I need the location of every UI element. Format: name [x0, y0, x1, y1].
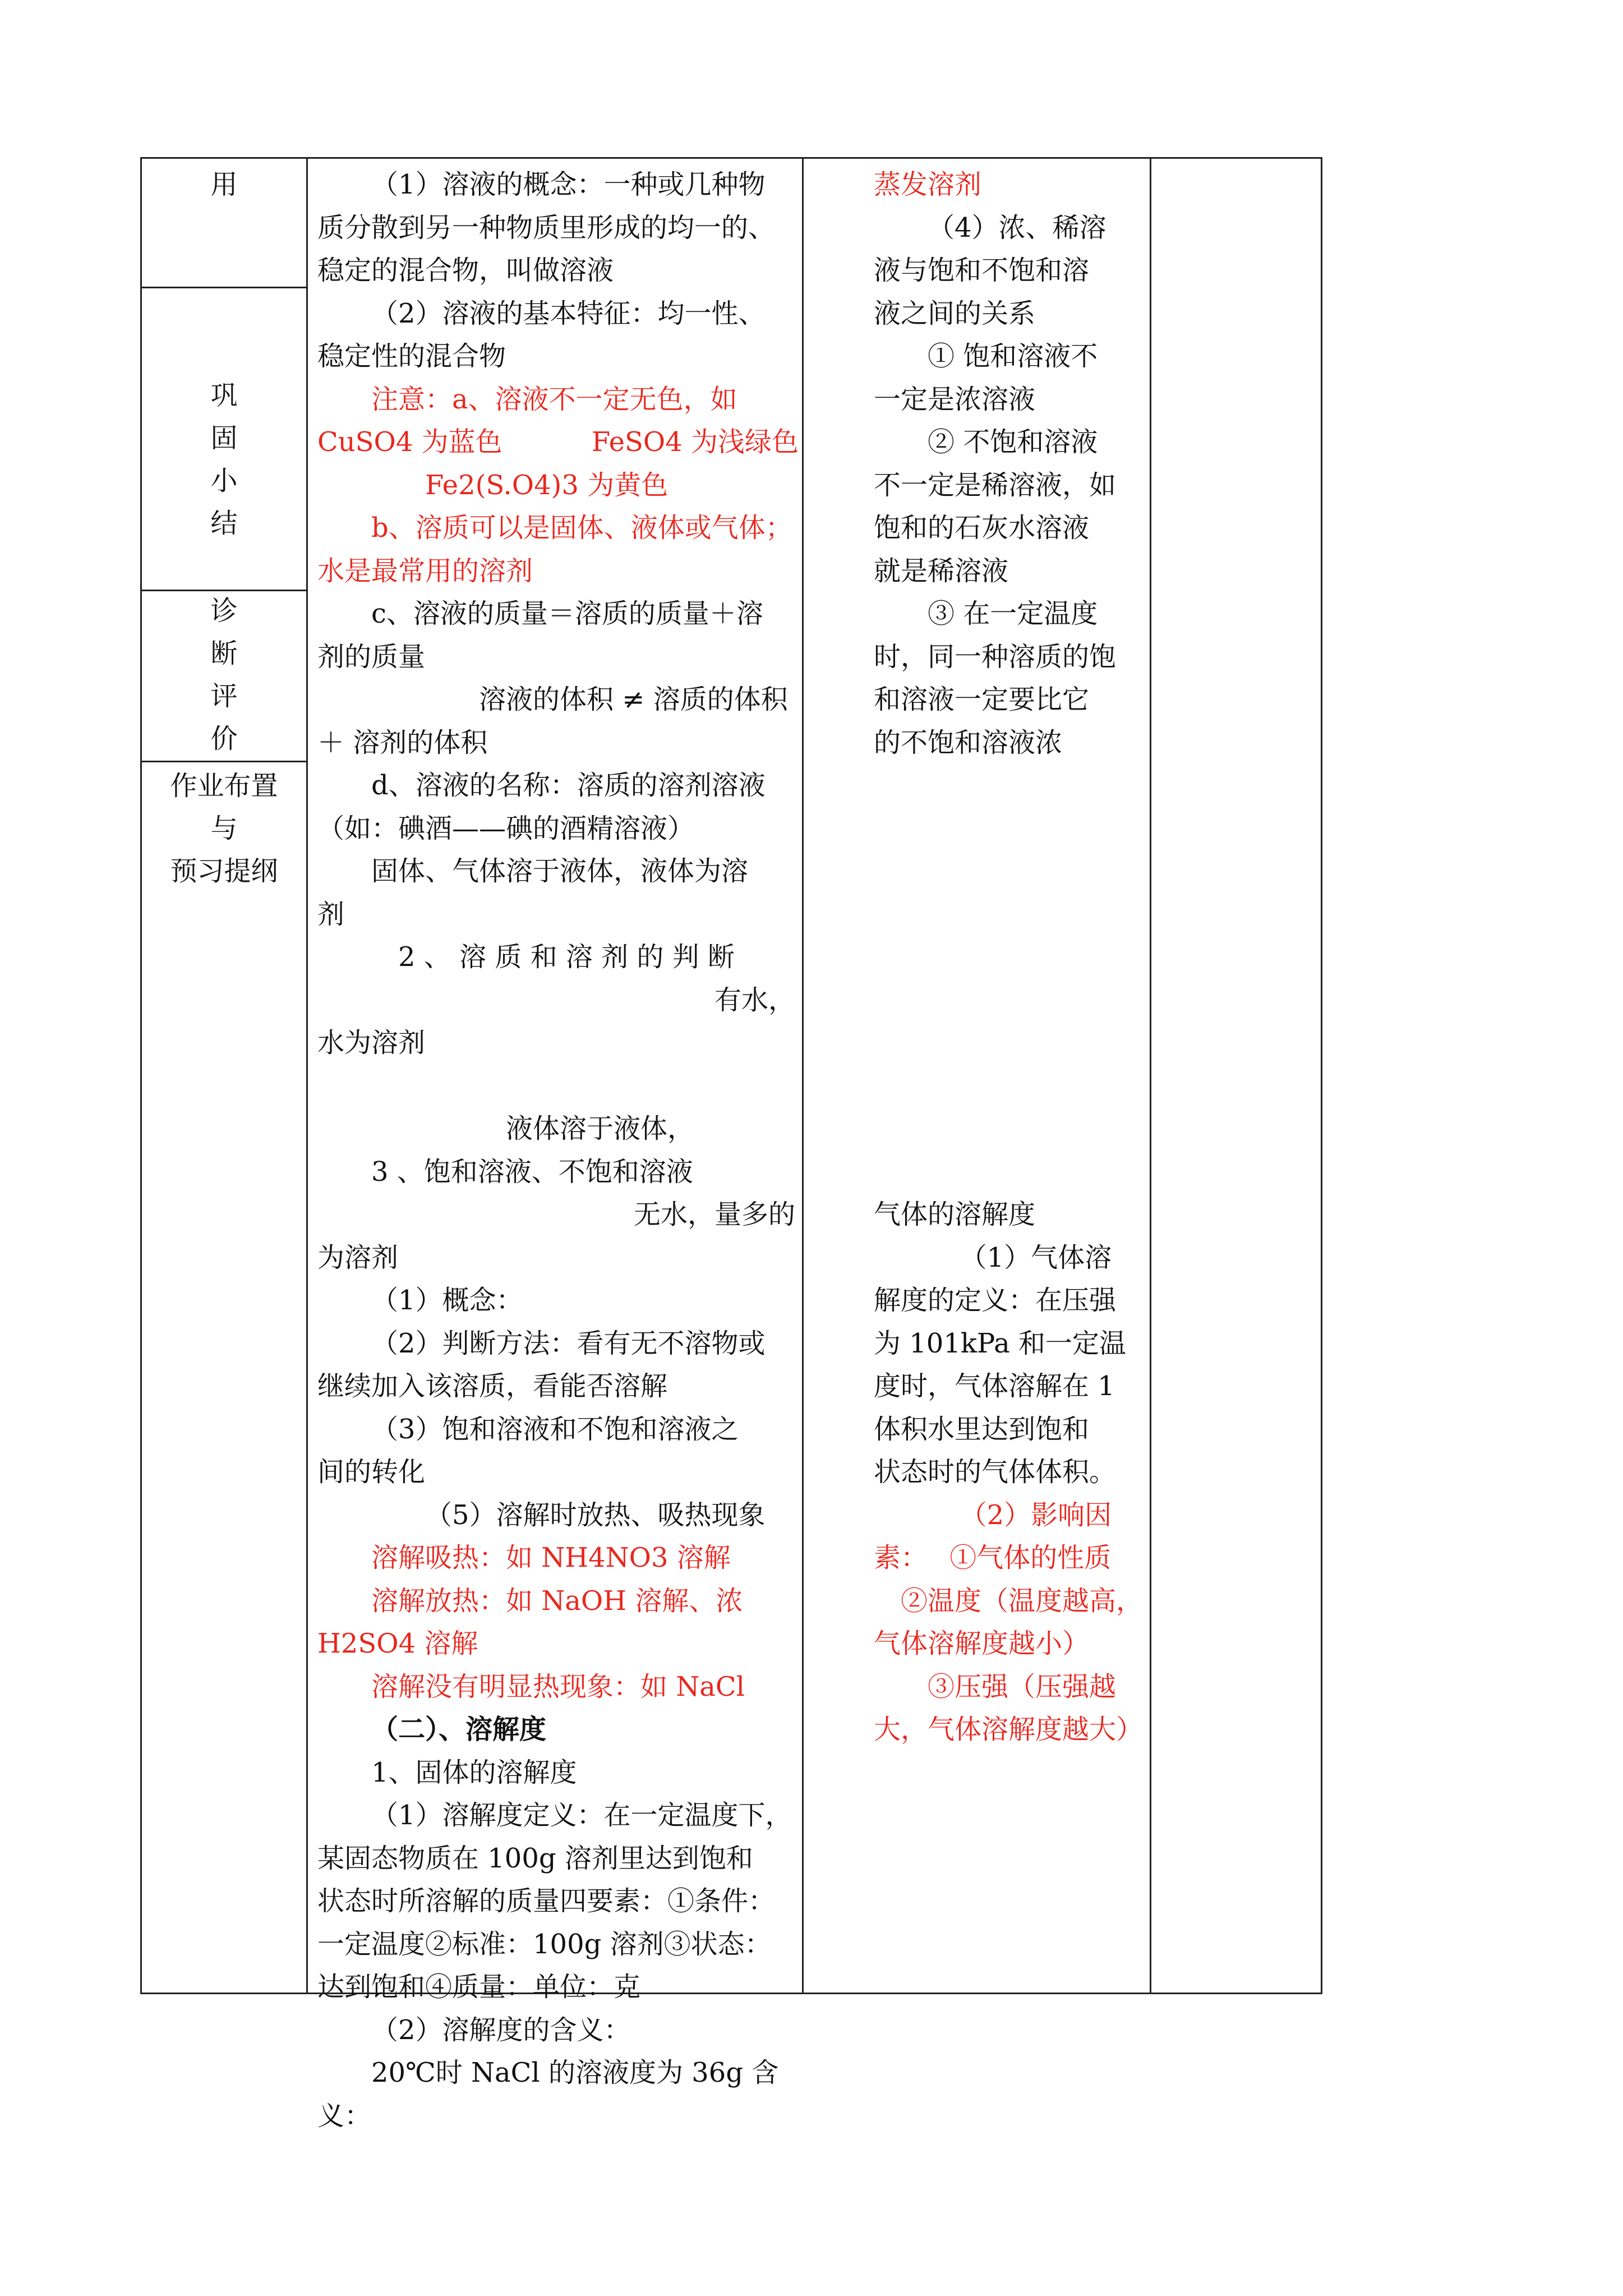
text-line: （如：碘酒——碘的酒精溶液）: [317, 812, 695, 844]
text-line: 溶解没有明显热现象：如 NaCl: [371, 1671, 745, 1703]
text-line: [874, 807, 1146, 850]
text-line: [874, 979, 1146, 1022]
text-line: 饱和的石灰水溶液: [874, 512, 1090, 544]
text-line: [874, 1151, 1146, 1194]
column-divider: [1150, 159, 1151, 1993]
left-cell-homework: [142, 765, 306, 892]
text-line: 度时，气体溶解在 1: [874, 1370, 1115, 1402]
text-line: 溶解吸热：如 NH4NO3 溶解: [371, 1542, 731, 1573]
text-line: 水是最常用的溶剂: [317, 555, 533, 587]
text-line: c、溶液的质量＝溶质的质量＋溶: [371, 598, 763, 629]
text-line: 2 、 溶 质 和 溶 剂 的 判 断: [398, 941, 735, 973]
text-line: 剂: [317, 898, 345, 930]
text-line: （3）饱和溶液和不饱和溶液之: [371, 1413, 739, 1445]
text-line: 液体溶于液体，: [506, 1113, 695, 1144]
text-line: Fe2(S.O4)3 为黄色: [425, 469, 668, 501]
text-line: 为 101kPa 和一定温: [874, 1327, 1126, 1359]
text-line: [874, 850, 1146, 893]
left-cell-text: 巩: [210, 380, 238, 411]
text-line: 无水，量多的: [633, 1199, 795, 1230]
text-line: 1、固体的溶解度: [371, 1756, 577, 1788]
left-cell-text: 预习提纲: [170, 855, 278, 887]
text-line: （2）影响因: [960, 1499, 1112, 1531]
text-line: d、溶液的名称：溶质的溶剂溶液: [371, 770, 766, 801]
text-line: 气体的溶解度: [874, 1199, 1036, 1230]
row-divider: [142, 761, 306, 762]
text-line: [874, 1022, 1146, 1065]
text-line: （2）溶解度的含义：: [371, 2014, 631, 2046]
text-line: 达到饱和④质量：单位：克: [317, 1971, 641, 2003]
left-cell-text: 价: [210, 723, 238, 754]
column-divider: [802, 159, 804, 1993]
text-line: 有水，: [714, 984, 795, 1016]
left-cell-summary: [142, 374, 306, 545]
text-line: 状态时的气体体积。: [874, 1456, 1117, 1488]
text-line: CuSO4 为蓝色 FeSO4 为浅绿色: [317, 426, 799, 458]
text-line: （1）概念：: [371, 1285, 523, 1316]
text-line: 气体溶解度越小）: [874, 1628, 1090, 1659]
left-cell-text: 固: [210, 422, 238, 454]
text-line: ＋ 溶剂的体积: [317, 726, 488, 758]
text-line: （1）溶解度定义：在一定温度下，: [371, 1800, 792, 1831]
row-divider: [142, 287, 306, 288]
text-line: 注意：a、溶液不一定无色，如: [371, 383, 737, 415]
text-line: 不一定是稀溶液，如: [874, 469, 1117, 501]
text-line: H2SO4 溶解: [317, 1628, 478, 1659]
text-line: 固体、气体溶于液体，液体为溶: [371, 855, 749, 887]
text-line: 就是稀溶液: [874, 555, 1009, 587]
text-line: [874, 1107, 1146, 1151]
text-line: 解度的定义：在压强: [874, 1285, 1117, 1316]
text-line: [874, 764, 1146, 807]
text-line: 为溶剂: [317, 1241, 399, 1273]
left-cell-usage: [142, 163, 306, 206]
text-line: 体积水里达到饱和: [874, 1413, 1090, 1445]
left-cell-text: 断: [210, 638, 238, 669]
text-line: （4）浓、稀溶: [928, 211, 1106, 243]
text-line: ②温度（温度越高，: [901, 1585, 1144, 1617]
left-cell-text: 评: [210, 680, 238, 712]
text-line: 水为溶剂: [317, 1027, 426, 1059]
text-line: 继续加入该溶质，看能否溶解: [317, 1370, 668, 1402]
text-line: ① 饱和溶液不: [928, 341, 1098, 372]
text-line: 间的转化: [317, 1456, 426, 1488]
text-line: （5）溶解时放热、吸热现象: [425, 1499, 766, 1531]
left-cell-assessment: [142, 590, 306, 760]
text-line: （1）溶液的概念：一种或几种物: [371, 169, 766, 200]
text-line: [874, 1065, 1146, 1108]
left-cell-text: 诊: [210, 595, 238, 627]
text-line: 稳定的混合物，叫做溶液: [317, 255, 614, 286]
text-line: [317, 1065, 795, 1108]
text-line: 和溶液一定要比它: [874, 684, 1090, 715]
text-line: [874, 936, 1146, 979]
text-line: 时，同一种溶质的饱: [874, 641, 1117, 673]
text-line: （2）判断方法：看有无不溶物或: [371, 1327, 766, 1359]
text-line: 一定是浓溶液: [874, 383, 1036, 415]
left-cell-text: 作业布置: [170, 770, 278, 802]
left-cell-text: 与: [210, 813, 238, 844]
text-line: 素： ①气体的性质: [874, 1542, 1112, 1573]
text-line: 蒸发溶剂: [874, 169, 982, 200]
column-divider: [306, 159, 308, 1993]
text-line: 状态时所溶解的质量四要素：①条件：: [317, 1885, 776, 1917]
text-line: （1）气体溶: [960, 1241, 1112, 1273]
text-line: 一定温度②标准：100g 溶剂③状态：: [317, 1928, 772, 1960]
text-line: ③ 在一定温度: [928, 598, 1098, 629]
left-cell-text: 结: [210, 508, 238, 539]
text-line: [874, 893, 1146, 936]
text-line: 3 、饱和溶液、不饱和溶液: [371, 1156, 693, 1188]
text-line: 某固态物质在 100g 溶剂里达到饱和: [317, 1842, 753, 1874]
text-line: ③压强（压强越: [928, 1671, 1117, 1703]
text-line: 20℃时 NaCl 的溶液度为 36g 含: [371, 2057, 779, 2088]
text-line: （二）、溶解度: [371, 1714, 547, 1745]
text-line: 稳定性的混合物: [317, 341, 506, 372]
text-line: （2）溶液的基本特征：均一性、: [371, 297, 766, 329]
text-line: 溶解放热：如 NaOH 溶解、浓: [371, 1585, 743, 1617]
text-line: 义：: [317, 2100, 372, 2132]
text-line: 质分散到另一种物质里形成的均一的、: [317, 211, 776, 243]
text-line: b、溶质可以是固体、液体或气体；: [371, 512, 792, 544]
left-cell-text: 小: [210, 465, 238, 496]
text-line: 液与饱和不饱和溶: [874, 255, 1090, 286]
text-line: 大，气体溶解度越大）: [874, 1714, 1144, 1745]
text-line: ② 不饱和溶液: [928, 426, 1098, 458]
left-cell-text: 用: [210, 169, 238, 200]
lesson-plan-table: [140, 157, 1322, 2132]
text-line: 溶液的体积 ≠ 溶质的体积: [479, 684, 788, 715]
text-line: 剂的质量: [317, 641, 426, 673]
middle-column-content: [317, 163, 799, 2137]
right-column-content: [874, 163, 1146, 1751]
text-line: 液之间的关系: [874, 297, 1036, 329]
text-line: 的不饱和溶液浓: [874, 726, 1063, 758]
